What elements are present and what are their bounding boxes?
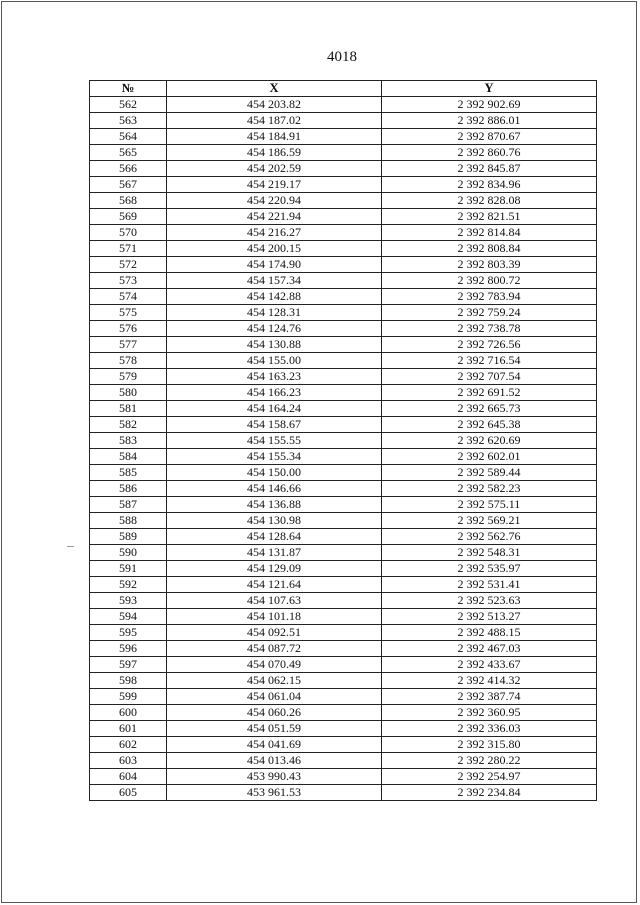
cell-number: 602: [90, 737, 167, 753]
header-x: X: [167, 81, 382, 97]
cell-number: 590: [90, 545, 167, 561]
cell-number: 580: [90, 385, 167, 401]
cell-number: 598: [90, 673, 167, 689]
table-row: [90, 625, 597, 641]
cell-y: 2 392 834.96: [382, 177, 597, 193]
cell-y: 2 392 513.27: [382, 609, 597, 625]
cell-number: 576: [90, 321, 167, 337]
cell-x: 454 219.17: [167, 177, 382, 193]
cell-number: 567: [90, 177, 167, 193]
table-row: [90, 561, 597, 577]
table-row: [90, 129, 597, 145]
cell-y: 2 392 828.08: [382, 193, 597, 209]
cell-x: 454 130.88: [167, 337, 382, 353]
table-row: [90, 497, 597, 513]
cell-number: 584: [90, 449, 167, 465]
cell-x: 454 202.59: [167, 161, 382, 177]
cell-x: 454 186.59: [167, 145, 382, 161]
header-y: Y: [382, 81, 597, 97]
cell-x: 454 130.98: [167, 513, 382, 529]
cell-y: 2 392 575.11: [382, 497, 597, 513]
cell-number: 588: [90, 513, 167, 529]
cell-x: 454 220.94: [167, 193, 382, 209]
cell-y: 2 392 523.63: [382, 593, 597, 609]
cell-x: 454 146.66: [167, 481, 382, 497]
table-row: [90, 337, 597, 353]
cell-number: 593: [90, 593, 167, 609]
cell-x: 454 216.27: [167, 225, 382, 241]
cell-number: 566: [90, 161, 167, 177]
cell-number: 575: [90, 305, 167, 321]
table-row: [90, 177, 597, 193]
cell-number: 570: [90, 225, 167, 241]
cell-number: 581: [90, 401, 167, 417]
table-row: [90, 145, 597, 161]
cell-number: 601: [90, 721, 167, 737]
cell-y: 2 392 738.78: [382, 321, 597, 337]
table-row: [90, 673, 597, 689]
page-number: [0, 49, 640, 66]
cell-x: 454 136.88: [167, 497, 382, 513]
cell-y: 2 392 535.97: [382, 561, 597, 577]
cell-x: 454 166.23: [167, 385, 382, 401]
table-row: [90, 289, 597, 305]
table-row: [90, 721, 597, 737]
cell-y: 2 392 336.03: [382, 721, 597, 737]
table-row: [90, 97, 597, 113]
table-row: [90, 161, 597, 177]
margin-mark: [67, 546, 74, 547]
cell-number: 604: [90, 769, 167, 785]
table-row: [90, 657, 597, 673]
table-row: [90, 753, 597, 769]
cell-y: 2 392 870.67: [382, 129, 597, 145]
cell-number: 592: [90, 577, 167, 593]
cell-number: 574: [90, 289, 167, 305]
table-row: [90, 737, 597, 753]
cell-y: 2 392 716.54: [382, 353, 597, 369]
cell-y: 2 392 726.56: [382, 337, 597, 353]
cell-y: 2 392 467.03: [382, 641, 597, 657]
coordinates-table: [89, 80, 597, 801]
table-row: [90, 609, 597, 625]
table-row: [90, 577, 597, 593]
cell-y: 2 392 814.84: [382, 225, 597, 241]
cell-y: 2 392 548.31: [382, 545, 597, 561]
cell-number: 569: [90, 209, 167, 225]
cell-y: 2 392 821.51: [382, 209, 597, 225]
header-row: [90, 81, 597, 97]
cell-x: 454 041.69: [167, 737, 382, 753]
cell-y: 2 392 620.69: [382, 433, 597, 449]
cell-y: 2 392 845.87: [382, 161, 597, 177]
table-row: [90, 193, 597, 209]
cell-x: 454 221.94: [167, 209, 382, 225]
table-row: [90, 209, 597, 225]
table-row: [90, 449, 597, 465]
cell-x: 454 101.18: [167, 609, 382, 625]
cell-x: 454 061.04: [167, 689, 382, 705]
table-row: [90, 257, 597, 273]
cell-x: 454 174.90: [167, 257, 382, 273]
cell-y: 2 392 280.22: [382, 753, 597, 769]
cell-y: 2 392 691.52: [382, 385, 597, 401]
cell-x: 454 164.24: [167, 401, 382, 417]
cell-number: 600: [90, 705, 167, 721]
table-row: [90, 353, 597, 369]
cell-number: 603: [90, 753, 167, 769]
cell-y: 2 392 234.84: [382, 785, 597, 801]
cell-number: 596: [90, 641, 167, 657]
cell-y: 2 392 488.15: [382, 625, 597, 641]
cell-number: 594: [90, 609, 167, 625]
cell-y: 2 392 902.69: [382, 97, 597, 113]
cell-x: 454 107.63: [167, 593, 382, 609]
cell-y: 2 392 886.01: [382, 113, 597, 129]
cell-number: 605: [90, 785, 167, 801]
cell-x: 454 124.76: [167, 321, 382, 337]
cell-y: 2 392 860.76: [382, 145, 597, 161]
header-number: №: [90, 81, 167, 97]
cell-y: 2 392 433.67: [382, 657, 597, 673]
cell-x: 454 142.88: [167, 289, 382, 305]
cell-number: 599: [90, 689, 167, 705]
table-header: [90, 81, 597, 97]
cell-y: 2 392 800.72: [382, 273, 597, 289]
table-row: [90, 401, 597, 417]
cell-x: 454 070.49: [167, 657, 382, 673]
cell-number: 587: [90, 497, 167, 513]
cell-x: 454 051.59: [167, 721, 382, 737]
table-row: [90, 529, 597, 545]
cell-y: 2 392 531.41: [382, 577, 597, 593]
cell-x: 454 129.09: [167, 561, 382, 577]
cell-number: 591: [90, 561, 167, 577]
cell-number: 582: [90, 417, 167, 433]
cell-y: 2 392 254.97: [382, 769, 597, 785]
cell-number: 568: [90, 193, 167, 209]
cell-number: 572: [90, 257, 167, 273]
table-row: [90, 225, 597, 241]
cell-number: 564: [90, 129, 167, 145]
table-row: [90, 705, 597, 721]
cell-number: 583: [90, 433, 167, 449]
cell-number: 595: [90, 625, 167, 641]
cell-y: 2 392 808.84: [382, 241, 597, 257]
table-row: [90, 545, 597, 561]
cell-x: 454 184.91: [167, 129, 382, 145]
cell-x: 454 128.31: [167, 305, 382, 321]
cell-x: 453 990.43: [167, 769, 382, 785]
cell-x: 454 060.26: [167, 705, 382, 721]
cell-x: 454 155.55: [167, 433, 382, 449]
table-row: [90, 433, 597, 449]
cell-x: 454 158.67: [167, 417, 382, 433]
cell-y: 2 392 582.23: [382, 481, 597, 497]
cell-y: 2 392 569.21: [382, 513, 597, 529]
cell-number: 586: [90, 481, 167, 497]
cell-y: 2 392 783.94: [382, 289, 597, 305]
cell-y: 2 392 414.32: [382, 673, 597, 689]
table-row: [90, 481, 597, 497]
table-row: [90, 273, 597, 289]
cell-number: 597: [90, 657, 167, 673]
cell-x: 454 203.82: [167, 97, 382, 113]
table-row: [90, 305, 597, 321]
cell-x: 454 131.87: [167, 545, 382, 561]
cell-x: 454 092.51: [167, 625, 382, 641]
cell-number: 579: [90, 369, 167, 385]
cell-number: 585: [90, 465, 167, 481]
cell-x: 454 155.00: [167, 353, 382, 369]
cell-y: 2 392 602.01: [382, 449, 597, 465]
cell-y: 2 392 645.38: [382, 417, 597, 433]
cell-x: 454 128.64: [167, 529, 382, 545]
table-row: [90, 689, 597, 705]
cell-x: 454 155.34: [167, 449, 382, 465]
cell-x: 454 187.02: [167, 113, 382, 129]
cell-number: 562: [90, 97, 167, 113]
cell-x: 454 062.15: [167, 673, 382, 689]
table-row: [90, 641, 597, 657]
cell-number: 563: [90, 113, 167, 129]
table-row: [90, 385, 597, 401]
cell-number: 565: [90, 145, 167, 161]
cell-y: 2 392 707.54: [382, 369, 597, 385]
cell-x: 454 150.00: [167, 465, 382, 481]
cell-number: 577: [90, 337, 167, 353]
cell-number: 578: [90, 353, 167, 369]
table-row: [90, 513, 597, 529]
table-row: [90, 241, 597, 257]
table-row: [90, 369, 597, 385]
table-row: [90, 417, 597, 433]
cell-number: 571: [90, 241, 167, 257]
table-row: [90, 321, 597, 337]
cell-y: 2 392 803.39: [382, 257, 597, 273]
cell-number: 589: [90, 529, 167, 545]
table-row: [90, 769, 597, 785]
cell-y: 2 392 315.80: [382, 737, 597, 753]
cell-number: 573: [90, 273, 167, 289]
cell-x: 453 961.53: [167, 785, 382, 801]
cell-y: 2 392 387.74: [382, 689, 597, 705]
cell-x: 454 087.72: [167, 641, 382, 657]
cell-y: 2 392 360.95: [382, 705, 597, 721]
table-row: [90, 465, 597, 481]
cell-x: 454 121.64: [167, 577, 382, 593]
cell-y: 2 392 589.44: [382, 465, 597, 481]
cell-x: 454 163.23: [167, 369, 382, 385]
table-row: [90, 785, 597, 801]
page-number-text: 4018: [327, 49, 357, 65]
table-row: [90, 113, 597, 129]
cell-x: 454 157.34: [167, 273, 382, 289]
cell-x: 454 013.46: [167, 753, 382, 769]
table-row: [90, 593, 597, 609]
cell-y: 2 392 665.73: [382, 401, 597, 417]
cell-y: 2 392 759.24: [382, 305, 597, 321]
cell-x: 454 200.15: [167, 241, 382, 257]
cell-y: 2 392 562.76: [382, 529, 597, 545]
table-body: [90, 97, 597, 801]
